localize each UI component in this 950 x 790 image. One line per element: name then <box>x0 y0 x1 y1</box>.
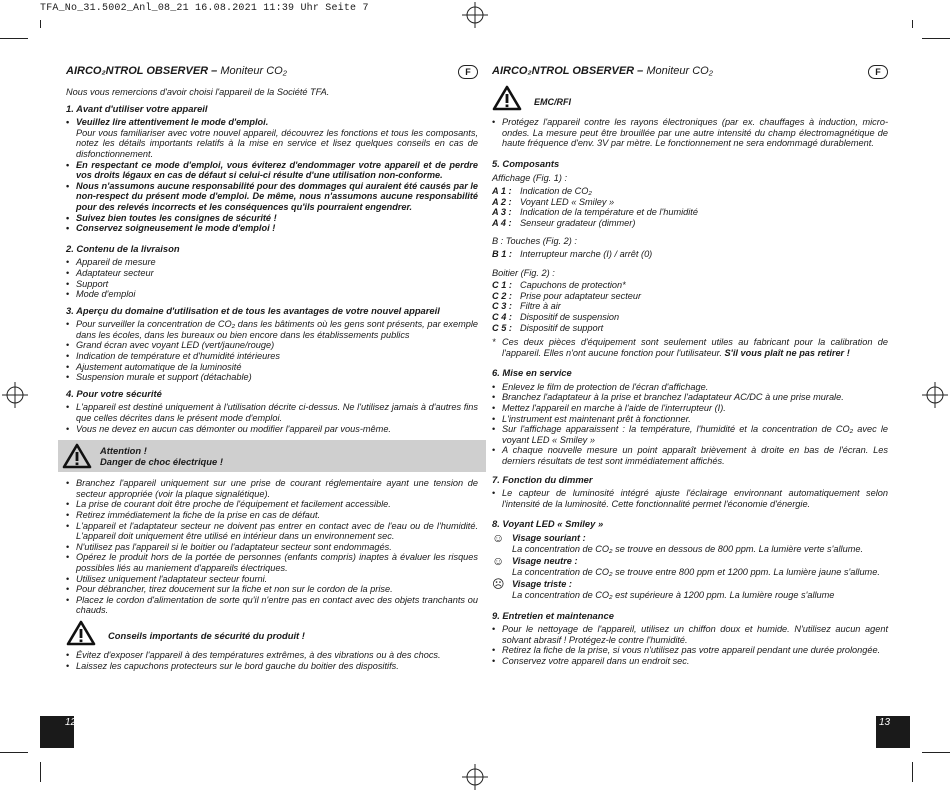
emc-title: EMC/RFI <box>534 97 571 107</box>
component-row: A 3 : Indication de la température et de l'humidité <box>492 207 698 218</box>
crop-mark <box>922 38 950 39</box>
registration-mark <box>2 382 28 408</box>
component-row: C 5 : Dispositif de support <box>492 322 604 333</box>
smiley-entry: ☹ Visage triste : La concentration de CO₂ est supérieure à 1200 ppm. La lumière rouge s'allume <box>492 577 835 600</box>
list-item: • Évitez d'exposer l'appareil à des températures extrêmes, à des vibrations ou à des chocs. <box>66 650 478 661</box>
list-item: • Grand écran avec voyant LED (vert/jaune/rouge) <box>66 340 478 351</box>
list <box>492 624 888 666</box>
section-heading: 7. Fonction du dimmer <box>492 473 593 485</box>
list-item: • Indication de température et d'humidité intérieures <box>66 351 478 362</box>
page-title: AIRCO₂NTROL OBSERVER – Moniteur CO₂ F <box>66 66 478 80</box>
component-row: C 2 : Prise pour adaptateur secteur <box>492 290 642 301</box>
section-heading: 3. Aperçu du domaine d'utilisation et de tous les avantages de votre nouvel appareil <box>66 304 440 316</box>
language-badge: F <box>458 65 478 79</box>
list-item: • Veuillez lire attentivement le mode d'emploi. <box>66 117 478 128</box>
list-item: • Opérez le produit hors de la portée de personnes (enfants compris) inaptes à évaluer les risques possibles liés au maniement d'appareils électriques. <box>66 552 478 573</box>
crop-mark <box>40 762 41 782</box>
list-item: • Enlevez le film de protection de l'écran d'affichage. <box>492 382 888 393</box>
paragraph: Pour vous familiariser avec votre nouvel appareil, découvrez les fonctions et tous les composants, notez les détails importants relatifs à la mise en service et lisez quelques conseils en cas de disfonctionnement. <box>76 127 478 159</box>
crop-mark <box>0 752 28 753</box>
smiley-sad-icon: ☹ <box>492 577 505 592</box>
list <box>492 488 888 509</box>
list-item: • Support <box>66 279 478 290</box>
subsection-heading: Boitier (Fig. 2) : <box>492 267 555 278</box>
list-item: • Protégez l'appareil contre les rayons électroniques (par ex. chauffages à induction, micro-ondes. La mesure peut être brouillée par une autre intensité du champ électromagnétique de haute fréquence d'env. 3V par mètre. Le fonctionnement ne sera endommagé durablement. <box>492 117 888 149</box>
list <box>66 160 478 234</box>
warning-triangle-icon <box>62 443 92 469</box>
section-heading: 6. Mise en service <box>492 367 572 379</box>
list-item: • A chaque nouvelle mesure un point apparaît brièvement à droite en bas de l'écran. Les derniers résultats de test sont immédiatement affichés. <box>492 445 888 466</box>
page-title: AIRCO₂NTROL OBSERVER – Moniteur CO₂ F <box>492 66 888 80</box>
list-item: • Ajustement automatique de la luminosité <box>66 362 478 373</box>
list-item: • En respectant ce mode d'emploi, vous éviterez d'endommager votre appareil et de perdre vos droits légaux en cas de défaut si celui-ci résulte d'une utilisation non-conforme. <box>66 160 478 181</box>
list-item: • Branchez l'appareil uniquement sur une prise de courant réglementaire ayant une tension de secteur appropriée (voir la plaque signalétique). <box>66 478 478 499</box>
list <box>66 319 478 383</box>
section-heading: 9. Entretien et maintenance <box>492 609 614 621</box>
intro-text: Nous vous remercions d'avoir choisi l'appareil de la Société TFA. <box>66 87 330 97</box>
component-row: C 3 : Filtre à air <box>492 301 561 312</box>
section-heading: 5. Composants <box>492 157 560 169</box>
list-item: • Placez le cordon d'alimentation de sorte qu'il n'entre pas en contact avec des objets tranchants ou chauds. <box>66 595 478 616</box>
list <box>66 650 478 671</box>
list <box>66 402 478 434</box>
left-page <box>66 66 478 671</box>
list-item: • Branchez l'adaptateur à la prise et branchez l'adaptateur AC/DC à une prise murale. <box>492 392 888 403</box>
crop-mark <box>0 38 28 39</box>
page-number-left: 12 <box>40 716 74 748</box>
list-item: • Sur l'affichage apparaissent : la température, l'humidité et la concentration de CO₂ avec le voyant LED « Smiley » <box>492 424 888 445</box>
section-heading: 4. Pour votre sécurité <box>66 387 162 399</box>
list-item: • L'appareil et l'adaptateur secteur ne doivent pas entrer en contact avec de l'eau ou de l'humidité. L'appareil doit uniquement être utilisé en intérieur dans un environnement sec. <box>66 521 478 542</box>
list <box>66 117 478 128</box>
crop-mark <box>922 752 950 753</box>
registration-mark <box>922 382 948 408</box>
section-heading: 1. Avant d'utiliser votre appareil <box>66 102 208 114</box>
component-row: A 2 : Voyant LED « Smiley » <box>492 196 615 207</box>
warning-triangle-icon <box>66 620 96 646</box>
list-item: • Retirez la fiche de la prise, si vous n'utilisez pas votre appareil pendant une durée prolongée. <box>492 645 888 656</box>
component-row: A 1 : Indication de CO₂ <box>492 185 592 196</box>
list-item: • Nous n'assumons aucune responsabilité pour des dommages qui auraient été causés par le non-respect du présent mode d'emploi. De même, nous n'assumons aucune responsabilité pour des relevés incorrects et les conséquences qu'ils pourraient engendrer. <box>66 181 478 213</box>
crop-mark <box>912 762 913 782</box>
list <box>66 478 478 616</box>
warning-title: Attention ! <box>100 445 147 457</box>
right-page <box>492 66 888 667</box>
list-item: • Retirez immédiatement la fiche de la prise en cas de défaut. <box>66 510 478 521</box>
print-slug: TFA_No_31.5002_Anl_08_21 16.08.2021 11:39 Uhr Seite 7 <box>40 3 369 14</box>
crop-mark <box>912 20 913 28</box>
crop-mark <box>40 20 41 28</box>
list-item: • Pour surveiller la concentration de CO₂ dans les bâtiments où les gens sont présents, par exemple dans les écoles, dans les bureaux ou bien encore dans les établissements publics <box>66 319 478 340</box>
language-badge: F <box>868 65 888 79</box>
warning-box <box>58 440 486 472</box>
list-item: • Suivez bien toutes les consignes de sécurité ! <box>66 213 478 224</box>
page-number-right: 13 <box>876 716 910 748</box>
smiley-entry: ☺ Visage souriant : La concentration de CO₂ se trouve en dessous de 800 ppm. La lumière verte s'allume. <box>492 531 864 554</box>
list-item: • Pour le nettoyage de l'appareil, utilisez un chiffon doux et humide. N'utilisez aucun agent solvant abrasif ! Protégez-le contre l'humidité. <box>492 624 888 645</box>
list-item: • Pour débrancher, tirez doucement sur la fiche et non sur le cordon de la prise. <box>66 584 478 595</box>
smiley-happy-icon: ☺ <box>492 531 505 545</box>
list-item: • L'appareil est destiné uniquement à l'utilisation décrite ci-dessus. Ne l'utilisez jamais à d'autres fins que celles décrites dans le présent mode d'emploi. <box>66 402 478 423</box>
registration-mark <box>462 764 488 790</box>
warning-triangle-icon <box>492 85 522 111</box>
list-item: • L'instrument est maintenant prêt à fonctionner. <box>492 414 888 425</box>
list-item: • Le capteur de luminosité intégré ajuste l'éclairage environnant automatiquement selon l'intensité de la luminosité. Cette fonctionnalité permet l'économie d'énergie. <box>492 488 888 509</box>
list-item: • Vous ne devez en aucun cas démonter ou modifier l'appareil par vous-même. <box>66 424 478 435</box>
registration-mark <box>462 2 488 28</box>
safety-heading <box>66 620 478 648</box>
list-item: • Adaptateur secteur <box>66 268 478 279</box>
list <box>492 117 888 149</box>
list-item: • Conservez soigneusement le mode d'emploi ! <box>66 223 478 234</box>
smiley-entry: ☺ Visage neutre : La concentration de CO₂ se trouve entre 800 ppm et 1200 ppm. La lumière jaune s'allume. <box>492 554 880 577</box>
list-item: • Laissez les capuchons protecteurs sur le bord gauche du boitier des dispositifs. <box>66 661 478 672</box>
list-item: • N'utilisez pas l'appareil si le boitier ou l'adaptateur secteur sont endommagés. <box>66 542 478 553</box>
subsection-heading: Affichage (Fig. 1) : <box>492 173 568 184</box>
footnote: * Ces deux pièces d'équipement sont seulement utiles au fabricant pour la calibration de l'appareil. Elles n'ont aucune fonction pour l'utilisateur. S'il vous plaît ne pas retirer ! <box>492 337 888 358</box>
list-item: • Suspension murale et support (détachable) <box>66 372 478 383</box>
list <box>492 382 888 467</box>
component-row: C 1 : Capuchons de protection* <box>492 280 626 291</box>
list-item: • La prise de courant doit être proche de l'équipement et facilement accessible. <box>66 499 478 510</box>
list <box>66 257 478 299</box>
warning-subtitle: Danger de choc électrique ! <box>100 456 223 468</box>
safety-title: Conseils importants de sécurité du produit ! <box>108 629 305 641</box>
list-item: • Conservez votre appareil dans un endroit sec. <box>492 656 888 667</box>
section-heading: 8. Voyant LED « Smiley » <box>492 518 604 530</box>
list-item: • Utilisez uniquement l'adaptateur secteur fourni. <box>66 574 478 585</box>
component-row: A 4 : Senseur gradateur (dimmer) <box>492 217 636 228</box>
component-row: B 1 : Interrupteur marche (I) / arrêt (0) <box>492 248 653 259</box>
section-heading: 2. Contenu de la livraison <box>66 242 180 254</box>
subsection-heading: B : Touches (Fig. 2) : <box>492 236 577 247</box>
list-item: • Mode d'emploi <box>66 289 478 300</box>
emc-heading <box>492 85 888 115</box>
component-row: C 4 : Dispositif de suspension <box>492 311 620 322</box>
list-item: • Appareil de mesure <box>66 257 478 268</box>
list-item: • Mettez l'appareil en marche à l'aide de l'interrupteur (I). <box>492 403 888 414</box>
smiley-neutral-icon: ☺ <box>492 554 505 569</box>
